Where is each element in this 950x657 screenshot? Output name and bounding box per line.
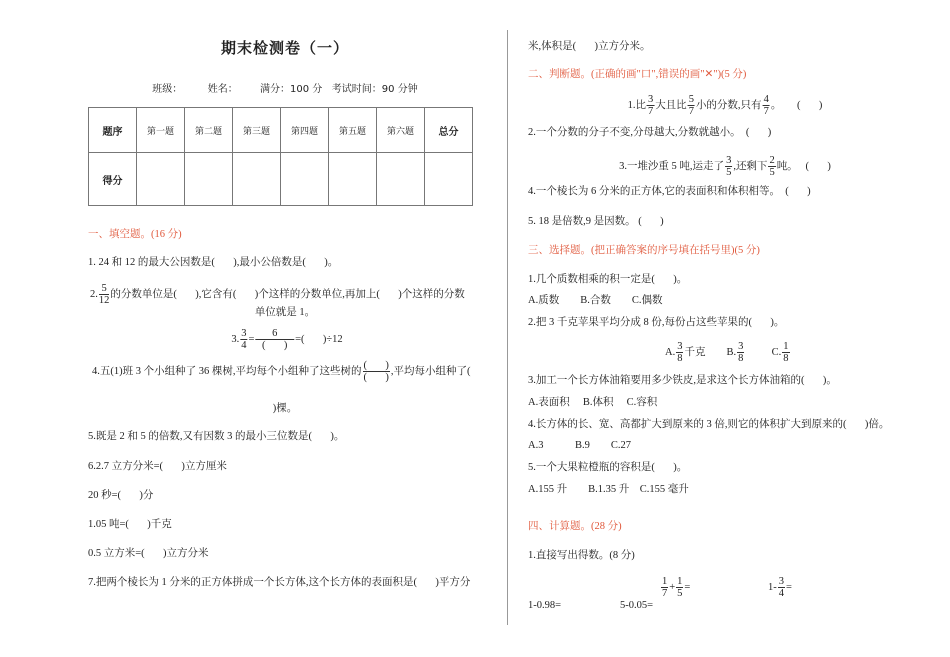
fraction-denominator: 7 [688,106,694,117]
question-line [665,341,791,364]
question-line [528,316,784,330]
question-text: 5.既是 2 和 5 的倍数,又有因数 3 的最小三位数是( )。 [88,431,345,442]
fraction-denominator: 4 [241,340,247,351]
question-text: 大且比 [655,99,687,111]
table-header: 第四题 [281,108,329,153]
section-heading-fill-blank: 一、填空题。(16 分) [88,229,182,240]
question-text: 1- [768,581,777,593]
question-line [88,547,209,561]
question-text: A.表面积 B.体积 C.容积 [528,397,658,408]
fraction [737,341,744,364]
question-line [88,256,338,270]
score-cell[interactable] [377,153,425,206]
question-line [528,418,889,432]
fraction [768,155,775,178]
question-text: A.155 升 B.1.35 升 C.155 毫升 [528,484,689,495]
fraction-denominator: 5 [769,167,775,178]
score-cell[interactable] [137,153,185,206]
question-text: 1.直接写出得数。(8 分) [528,550,635,561]
question-line [88,489,153,503]
fraction [782,341,789,364]
fraction [240,328,247,351]
section-heading-true-false: 二、判断题。(正确的画"口",错误的画"✕")(5 分) [528,69,747,80]
question-line [620,599,653,613]
table-header: 题序 [89,108,137,153]
question-text: ,还剩下 [733,160,768,172]
question-text: 4.一个棱长为 6 分米的正方体,它的表面积和体积相等。 ( ) [528,186,811,197]
question-text: 6.2.7 立方分米=( )立方厘米 [88,461,227,472]
question-text: 2.把 3 千克苹果平均分成 8 份,每份占这些苹果的( )。 [528,317,785,328]
fraction [676,576,683,599]
question-line [619,155,831,178]
question-line [88,518,172,532]
question-line [528,374,837,388]
table-header: 第一题 [137,108,185,153]
fraction-denominator: 5 [726,167,732,178]
question-line [90,283,465,306]
fraction-denominator: 7 [647,106,654,117]
exam-info: 班级： 姓名： 满分：100 分 考试时间：90 分钟 [152,84,418,95]
question-text: A.质数 B.合数 C.偶数 [528,295,663,306]
table-header: 总分 [425,108,473,153]
fraction-numerator: 3 [647,94,654,105]
question-text: 1. 24 和 12 的最大公因数是( ),最小公倍数是( )。 [88,257,339,268]
question-text: =( )÷12 [295,333,343,345]
question-text: 7.把两个棱长为 1 分米的正方体拼成一个长方体,这个长方体的表面积是( )平方分 [88,577,471,588]
question-text: 3.一堆沙重 5 吨,运走了 [619,160,725,172]
question-line [528,126,771,140]
fraction-numerator: 1 [783,341,789,352]
question-line [528,294,662,308]
question-text: 1-0.98= [528,600,562,611]
table-header: 第五题 [329,108,377,153]
question-text: 1.几个质数相乘的积一定是( )。 [528,274,688,285]
question-text: 0.5 立方米=( )立方分米 [88,548,209,559]
fraction-numerator: 5 [99,283,110,295]
fraction-numerator: 4 [763,94,769,105]
question-line [528,461,687,475]
question-text: A. [665,346,676,358]
question-text: = [684,581,691,593]
fraction [255,328,294,351]
fraction [363,360,390,383]
score-cell[interactable] [425,153,473,206]
question-text: 5.一个大果粒橙瓶的容积是( )。 [528,462,688,473]
question-text: C. [745,346,782,358]
question-line [528,599,561,613]
question-text: 1.比 [627,99,646,111]
fraction-numerator: 3 [778,576,784,587]
question-text: = [248,333,255,345]
question-text: 小的分数,只有 [695,99,762,111]
score-cell[interactable] [329,153,377,206]
question-line [528,439,631,453]
fraction-numerator: 3 [726,155,732,166]
score-table [88,107,473,206]
question-text: 5. 18 是倍数,9 是因数。 ( ) [528,216,664,227]
question-text: 米,体积是( )立方分米。 [528,41,651,52]
fraction [99,283,110,306]
row-label: 得分 [89,153,137,206]
question-text: 2.一个分数的分子不变,分母越大,分数就越小。 ( ) [528,127,772,138]
question-text: 4.长方体的长、宽、高都扩大到原来的 3 倍,则它的体积扩大到原来的( )倍。 [528,419,890,430]
table-header: 第二题 [185,108,233,153]
table-header: 第三题 [233,108,281,153]
section-heading-choice: 三、选择题。(把正确答案的序号填在括号里)(5 分) [528,245,760,256]
fraction-numerator: 3 [738,341,744,352]
fraction-numerator: 1 [677,576,683,587]
section-heading-calc: 四、计算题。(28 分) [528,521,622,532]
fraction-denominator: 4 [778,588,784,599]
question-line [255,306,315,320]
fraction-numerator: 3 [241,328,247,339]
fraction [647,94,654,117]
fraction-denominator: 5 [677,588,683,599]
question-text: 5-0.05= [620,600,654,611]
question-line [88,460,227,474]
question-text: 的分数单位是( ),它含有( )个这样的分数单位,再加上( )个这样的分数 [110,288,465,300]
fraction [688,94,695,117]
question-line [231,328,342,351]
question-text: 千克 B. [684,346,737,358]
score-cell[interactable] [185,153,233,206]
question-line [273,402,298,416]
question-line [660,576,690,599]
question-line [528,215,664,229]
fraction [778,576,785,599]
fraction [661,576,668,599]
question-text: 3.加工一个长方体油箱要用多少铁皮,是求这个长方体油箱的( )。 [528,375,837,386]
fraction-numerator: 3 [677,341,683,352]
fraction-denominator: 7 [763,106,769,117]
question-line [92,360,471,383]
question-text: 1.05 吨=( )千克 [88,519,172,530]
question-text: = [786,581,792,593]
question-text: 吨。 ( ) [776,160,831,172]
question-text: 2. [90,288,98,300]
fraction-numerator: 6 [256,328,294,339]
fraction-denominator: 8 [677,353,683,364]
question-line [528,185,811,199]
question-text: 4.五(1)班 3 个小组种了 36 棵树,平均每个小组种了这些树的 [92,365,362,377]
score-cell[interactable] [233,153,281,206]
question-line [528,273,687,287]
page-title: 期末检测卷（一） [220,39,350,57]
fraction-numerator: 1 [662,576,668,587]
fraction-denominator: 12 [98,295,110,306]
question-line [768,576,792,599]
question-line [628,94,823,117]
question-text: 3. [231,333,240,345]
column-divider [507,30,508,625]
table-header: 第六题 [377,108,425,153]
question-line [88,430,344,444]
fraction-denominator: ( ) [363,372,389,383]
fraction-denominator: 8 [783,353,789,364]
question-text: 单位就是 1。 [254,307,316,318]
question-line [528,40,651,54]
question-line [528,396,657,410]
question-text: )棵。 [272,403,298,414]
score-cell[interactable] [281,153,329,206]
question-text: 。 ( ) [770,99,823,111]
fraction [725,155,732,178]
question-text: 20 秒=( )分 [88,490,154,501]
fraction-numerator: ( ) [363,360,389,371]
question-text: + [669,581,676,593]
fraction-denominator: 8 [738,353,744,364]
fraction [763,94,770,117]
fraction [676,341,683,364]
fraction-numerator: 5 [688,94,694,105]
fraction-denominator: 7 [662,588,668,599]
question-text: A.3 B.9 C.27 [528,440,631,451]
question-text: ,平均每小组种了( [390,365,471,377]
question-line [528,483,689,497]
question-line [528,549,635,563]
fraction-denominator: ( ) [262,340,288,351]
fraction-numerator: 2 [769,155,775,166]
question-line [88,576,470,590]
